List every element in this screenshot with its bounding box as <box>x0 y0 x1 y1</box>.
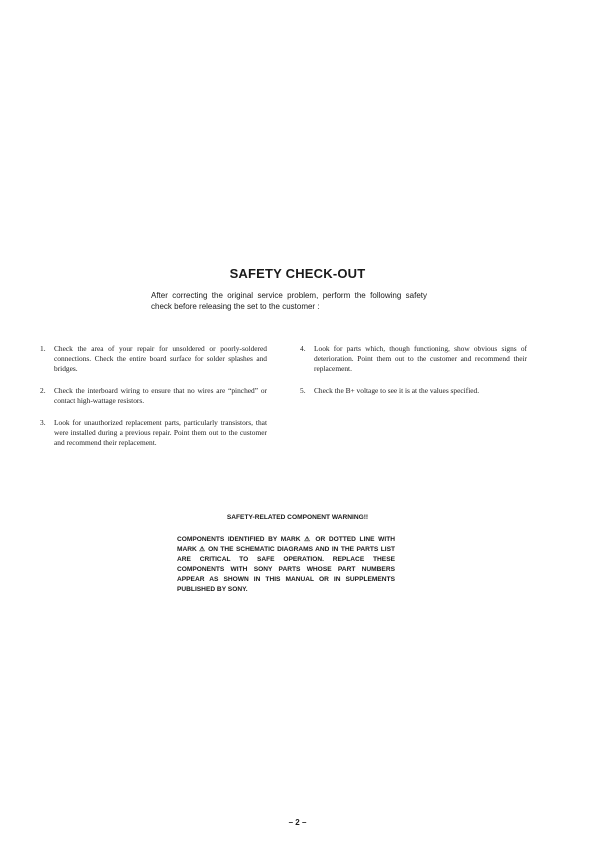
checklist-left-column <box>40 344 267 460</box>
page-number: – 2 – <box>288 818 307 827</box>
item-text: Look for unauthorized replacement parts, particularly transistors, that were installed during a previous repair. Point them out to the customer and recommend their replacement. <box>54 418 267 447</box>
intro-paragraph: After correcting the original service problem, perform the following safety check before releasing the set to the customer : <box>151 291 427 311</box>
checklist-item <box>40 344 267 374</box>
checklist-item <box>40 386 267 406</box>
item-number: 1. <box>40 344 46 353</box>
warning-heading: SAFETY-RELATED COMPONENT WARNING!! <box>226 514 369 521</box>
item-text: Check the B+ voltage to see it is at the values specified. <box>314 386 480 395</box>
item-number: 2. <box>40 386 46 395</box>
item-text: Check the area of your repair for unsoldered or poorly-soldered connections. Check the entire board surface for solder splashes and bridges. <box>54 344 267 373</box>
checklist-right-column <box>300 344 527 408</box>
checklist-item <box>40 418 267 448</box>
checklist-item <box>300 386 527 396</box>
item-number: 3. <box>40 418 46 427</box>
item-text: Check the interboard wiring to ensure that no wires are “pinched” or contact high-wattage resistors. <box>54 386 267 405</box>
warning-body: COMPONENTS IDENTIFIED BY MARK ⚠ OR DOTTED LINE WITH MARK ⚠ ON THE SCHEMATIC DIAGRAMS AND IN THE PARTS LIST ARE CRITICAL TO SAFE OPERATION. REPLACE THESE COMPONENTS WITH SONY PARTS WHOSE PART NUMBERS APPEAR AS SHOWN IN THIS MANUAL OR IN SUPPLEMENTS PUBLISHED BY SONY. <box>177 536 395 593</box>
checklist-item <box>300 344 527 374</box>
item-number: 4. <box>300 344 306 353</box>
page-title: SAFETY CHECK-OUT <box>229 266 366 281</box>
item-text: Look for parts which, though functioning, show obvious signs of deterioration. Point them out to the customer and recommend their replacement. <box>314 344 527 373</box>
item-number: 5. <box>300 386 306 395</box>
